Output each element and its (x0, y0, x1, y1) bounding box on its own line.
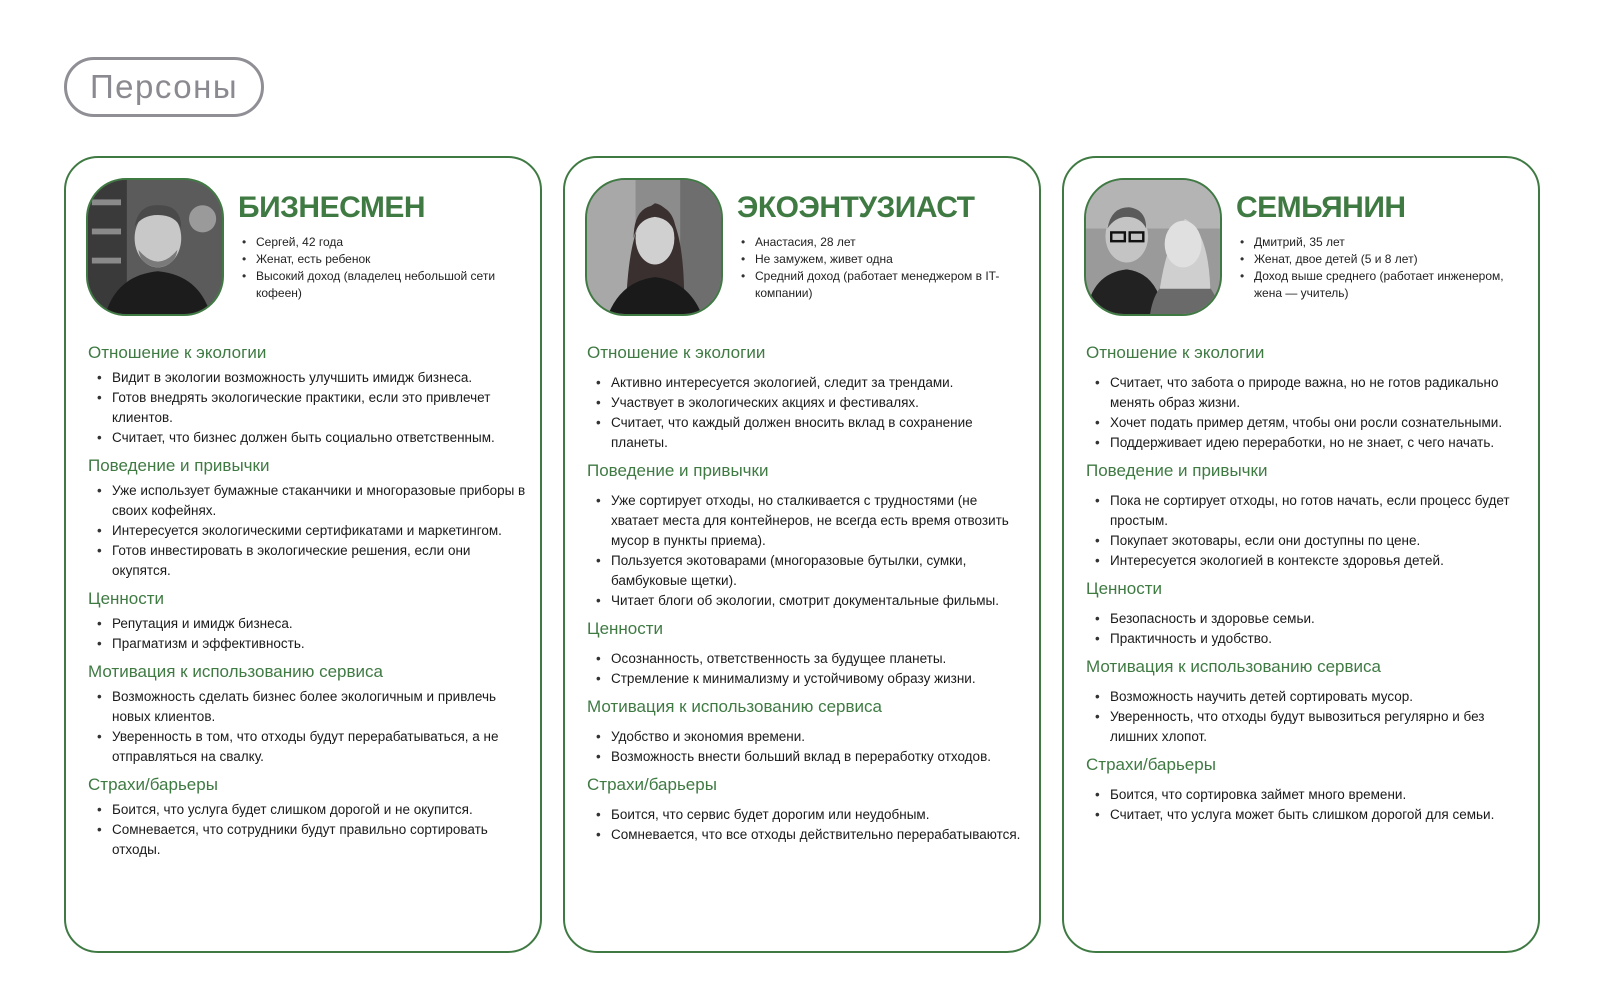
list-item: • Активно интересуется экологией, следит за трендами. (587, 373, 1027, 393)
section-list (1086, 687, 1526, 747)
man-portrait-icon (86, 178, 224, 316)
list-item: • Считает, что забота о природе важна, но не готов радикально менять образ жизни. (1086, 373, 1526, 413)
list-item: • Осознанность, ответственность за будущее планеты. (587, 649, 1027, 669)
list-item: • Считает, что каждый должен вносить вклад в сохранение планеты. (587, 413, 1027, 453)
fact-item: • Дмитрий, 35 лет (1240, 234, 1524, 251)
persona-header (1084, 178, 1524, 318)
list-item: • Считает, что услуга может быть слишком дорогой для семьи. (1086, 805, 1526, 825)
list-item: • Уже использует бумажные стаканчики и многоразовые приборы в своих кофейнях. (88, 481, 528, 521)
persona-body (88, 342, 528, 867)
woman-portrait-icon (585, 178, 723, 316)
section-list (88, 368, 528, 448)
persona-facts (242, 234, 526, 302)
section-list (1086, 491, 1526, 571)
fact-item: • Женат, есть ребенок (242, 251, 526, 268)
persona-header (86, 178, 526, 318)
list-item: • Хочет подать пример детям, чтобы они росли сознательными. (1086, 413, 1526, 433)
fact-item: • Средний доход (работает менеджером в IT-компании) (741, 268, 1025, 302)
list-item: • Сомневается, что сотрудники будут правильно сортировать отходы. (88, 820, 528, 860)
section-list (587, 373, 1027, 453)
persona-card-businessman (64, 156, 542, 953)
section-title: Страхи/барьеры (88, 775, 218, 794)
list-item: • Боится, что сервис будет дорогим или неудобным. (587, 805, 1027, 825)
section-title: Мотивация к использованию сервиса (88, 662, 383, 681)
list-item: • Стремление к минимализму и устойчивому образу жизни. (587, 669, 1027, 689)
couple-portrait-icon (1084, 178, 1222, 316)
persona-name: ЭКОЭНТУЗИАСТ (737, 191, 975, 224)
fact-item: • Женат, двое детей (5 и 8 лет) (1240, 251, 1524, 268)
list-item: • Практичность и удобство. (1086, 629, 1526, 649)
section-title: Мотивация к использованию сервиса (587, 697, 882, 716)
list-item: • Видит в экологии возможность улучшить имидж бизнеса. (88, 368, 528, 388)
section-list (587, 805, 1027, 845)
list-item: • Удобство и экономия времени. (587, 727, 1027, 747)
persona-header (585, 178, 1025, 318)
list-item: • Боится, что сортировка займет много времени. (1086, 785, 1526, 805)
list-item: • Уверенность, что отходы будут вывозиться регулярно и без лишних хлопот. (1086, 707, 1526, 747)
section-list (88, 687, 528, 767)
section-list (1086, 609, 1526, 649)
persona-body (587, 342, 1027, 852)
list-item: • Безопасность и здоровье семьи. (1086, 609, 1526, 629)
section-title: Отношение к экологии (88, 343, 267, 362)
section-title: Страхи/барьеры (1086, 755, 1216, 774)
section-list (587, 727, 1027, 767)
list-item: • Покупает экотовары, если они доступны по цене. (1086, 531, 1526, 551)
list-item: • Готов внедрять экологические практики, если это привлечет клиентов. (88, 388, 528, 428)
section-title: Ценности (88, 589, 165, 608)
section-title: Поведение и привычки (1086, 461, 1268, 480)
page-title: Персоны (64, 57, 264, 117)
list-item: • Сомневается, что все отходы действительно перерабатываются. (587, 825, 1027, 845)
list-item: • Читает блоги об экологии, смотрит документальные фильмы. (587, 591, 1027, 611)
list-item: • Возможность сделать бизнес более экологичным и привлечь новых клиентов. (88, 687, 528, 727)
list-item: • Поддерживает идею переработки, но не знает, с чего начать. (1086, 433, 1526, 453)
list-item: • Участвует в экологических акциях и фестивалях. (587, 393, 1027, 413)
list-item: • Возможность научить детей сортировать мусор. (1086, 687, 1526, 707)
fact-item: • Сергей, 42 года (242, 234, 526, 251)
list-item: • Уверенность в том, что отходы будут перерабатываться, а не отправляться на свалку. (88, 727, 528, 767)
list-item: • Пользуется экотоварами (многоразовые бутылки, сумки, бамбуковые щетки). (587, 551, 1027, 591)
persona-facts (1240, 234, 1524, 302)
list-item: • Интересуется экологическими сертификатами и маркетингом. (88, 521, 528, 541)
list-item: • Готов инвестировать в экологические решения, если они окупятся. (88, 541, 528, 581)
persona-name: СЕМЬЯНИН (1236, 191, 1406, 224)
persona-card-family-man (1062, 156, 1540, 953)
persona-card-eco-enthusiast (563, 156, 1041, 953)
section-list (88, 614, 528, 654)
section-title: Мотивация к использованию сервиса (1086, 657, 1381, 676)
fact-item: • Не замужем, живет одна (741, 251, 1025, 268)
list-item: • Считает, что бизнес должен быть социально ответственным. (88, 428, 528, 448)
list-item: • Возможность внести больший вклад в переработку отходов. (587, 747, 1027, 767)
section-list (88, 481, 528, 581)
fact-item: • Анастасия, 28 лет (741, 234, 1025, 251)
section-list (88, 800, 528, 860)
list-item: • Пока не сортирует отходы, но готов начать, если процесс будет простым. (1086, 491, 1526, 531)
list-item: • Уже сортирует отходы, но сталкивается с трудностями (не хватает места для контейнеров, не всегда есть время отвозить мусор в пункты приема). (587, 491, 1027, 551)
section-title: Отношение к экологии (587, 343, 766, 362)
section-title: Поведение и привычки (587, 461, 769, 480)
persona-name: БИЗНЕСМЕН (238, 191, 426, 224)
list-item: • Интересуется экологией в контексте здоровья детей. (1086, 551, 1526, 571)
fact-item: • Доход выше среднего (работает инженером, жена — учитель) (1240, 268, 1524, 302)
list-item: • Прагматизм и эффективность. (88, 634, 528, 654)
persona-body (1086, 342, 1526, 832)
persona-facts (741, 234, 1025, 302)
section-title: Ценности (587, 619, 664, 638)
section-list (587, 491, 1027, 611)
list-item: • Боится, что услуга будет слишком дорогой и не окупится. (88, 800, 528, 820)
list-item: • Репутация и имидж бизнеса. (88, 614, 528, 634)
section-list (587, 649, 1027, 689)
section-title: Страхи/барьеры (587, 775, 717, 794)
section-list (1086, 785, 1526, 825)
section-title: Ценности (1086, 579, 1163, 598)
section-list (1086, 373, 1526, 453)
section-title: Отношение к экологии (1086, 343, 1265, 362)
fact-item: • Высокий доход (владелец небольшой сети кофеен) (242, 268, 526, 302)
section-title: Поведение и привычки (88, 456, 270, 475)
